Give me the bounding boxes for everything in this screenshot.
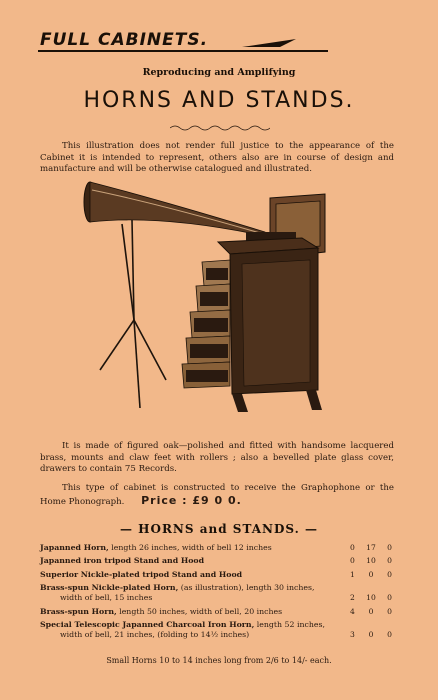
price-pounds: 1 (350, 569, 355, 579)
price-pence: 0 (387, 593, 392, 603)
price-shillings: 0 (368, 630, 374, 640)
description-paragraph: It is made of figured oak—polished and fitted with handsome lacquered brass, mounts and claw feet with rollers ; also a bevelled plate glass cover, drawers to contain 75 Records. (40, 441, 394, 474)
item-price (350, 556, 392, 566)
item-name: Japanned Horn, (40, 543, 109, 552)
item-detail-line2: width of bell, 21 inches, (folding to 14½ inches) (60, 630, 250, 640)
price-pence: 0 (387, 556, 392, 566)
list-item (40, 583, 392, 603)
list-item (40, 570, 392, 580)
pen-flourish-icon (240, 36, 300, 50)
price-pence: 0 (387, 543, 392, 552)
price-shillings: 0 (368, 569, 374, 579)
item-name: Brass-spun Nickle-plated Horn, (40, 583, 179, 593)
list-item (40, 607, 392, 617)
header-rule (38, 50, 328, 52)
header-title: FULL CABINETS. (40, 30, 209, 50)
price-pounds: 0 (350, 556, 355, 566)
item-detail: length 52 inches, (256, 620, 325, 630)
price-shillings: 10 (366, 556, 376, 566)
item-detail: length 26 inches, width of bell 12 inches (111, 543, 272, 552)
price-shillings: 10 (366, 593, 376, 603)
footer-note: Small Horns 10 to 14 inches long from 2/6 to 14/- each. (106, 656, 332, 665)
price-pounds: 2 (350, 593, 355, 603)
price-shillings: 0 (368, 606, 374, 616)
swirl-divider-icon (170, 124, 270, 132)
cabinet-illustration (70, 180, 340, 430)
price-pounds: 3 (350, 630, 355, 640)
subtitle: Reproducing and Amplifying (142, 67, 296, 78)
item-detail: length 50 inches, width of bell, 20 inches (119, 606, 283, 616)
item-name: Japanned iron tripod Stand and Hood (40, 556, 205, 566)
item-name: Superior Nickle-plated tripod Stand and Hood (40, 569, 243, 579)
item-price (350, 543, 392, 553)
item-name: Brass-spun Horn, (40, 606, 117, 616)
graphophone-text: This type of cabinet is constructed to receive the Graphophone or the Home Phonograph. (40, 483, 394, 507)
item-detail: (as illustration), length 30 inches, (180, 583, 315, 593)
graphophone-paragraph (40, 483, 394, 508)
section-title: — HORNS and STANDS. — (119, 522, 319, 536)
list-item (40, 543, 392, 553)
list-item (40, 620, 392, 640)
item-detail-line2: width of bell, 15 inches (60, 593, 153, 603)
intro-paragraph: This illustration does not render full justice to the appearance of the Cabinet it is intended to represent, others also are in course of design and manufacture and will be otherwise catalogued and illustrated. (40, 141, 394, 174)
price-shillings: 17 (366, 543, 376, 552)
item-price (350, 570, 392, 580)
main-title: HORNS AND STANDS. (83, 88, 355, 113)
list-item (40, 556, 392, 566)
price-pence: 0 (387, 630, 392, 640)
price-pounds: 0 (350, 543, 355, 552)
price-pounds: 4 (350, 606, 355, 616)
item-price (350, 607, 392, 617)
item-name: Special Telescopic Japanned Charcoal Iron Horn, (40, 620, 255, 630)
cabinet-price: Price : £9 0 0. (141, 493, 242, 507)
price-pence: 0 (387, 606, 392, 616)
item-price (350, 593, 392, 603)
item-price (350, 630, 392, 640)
price-pence: 0 (387, 569, 392, 579)
price-list (40, 543, 392, 644)
